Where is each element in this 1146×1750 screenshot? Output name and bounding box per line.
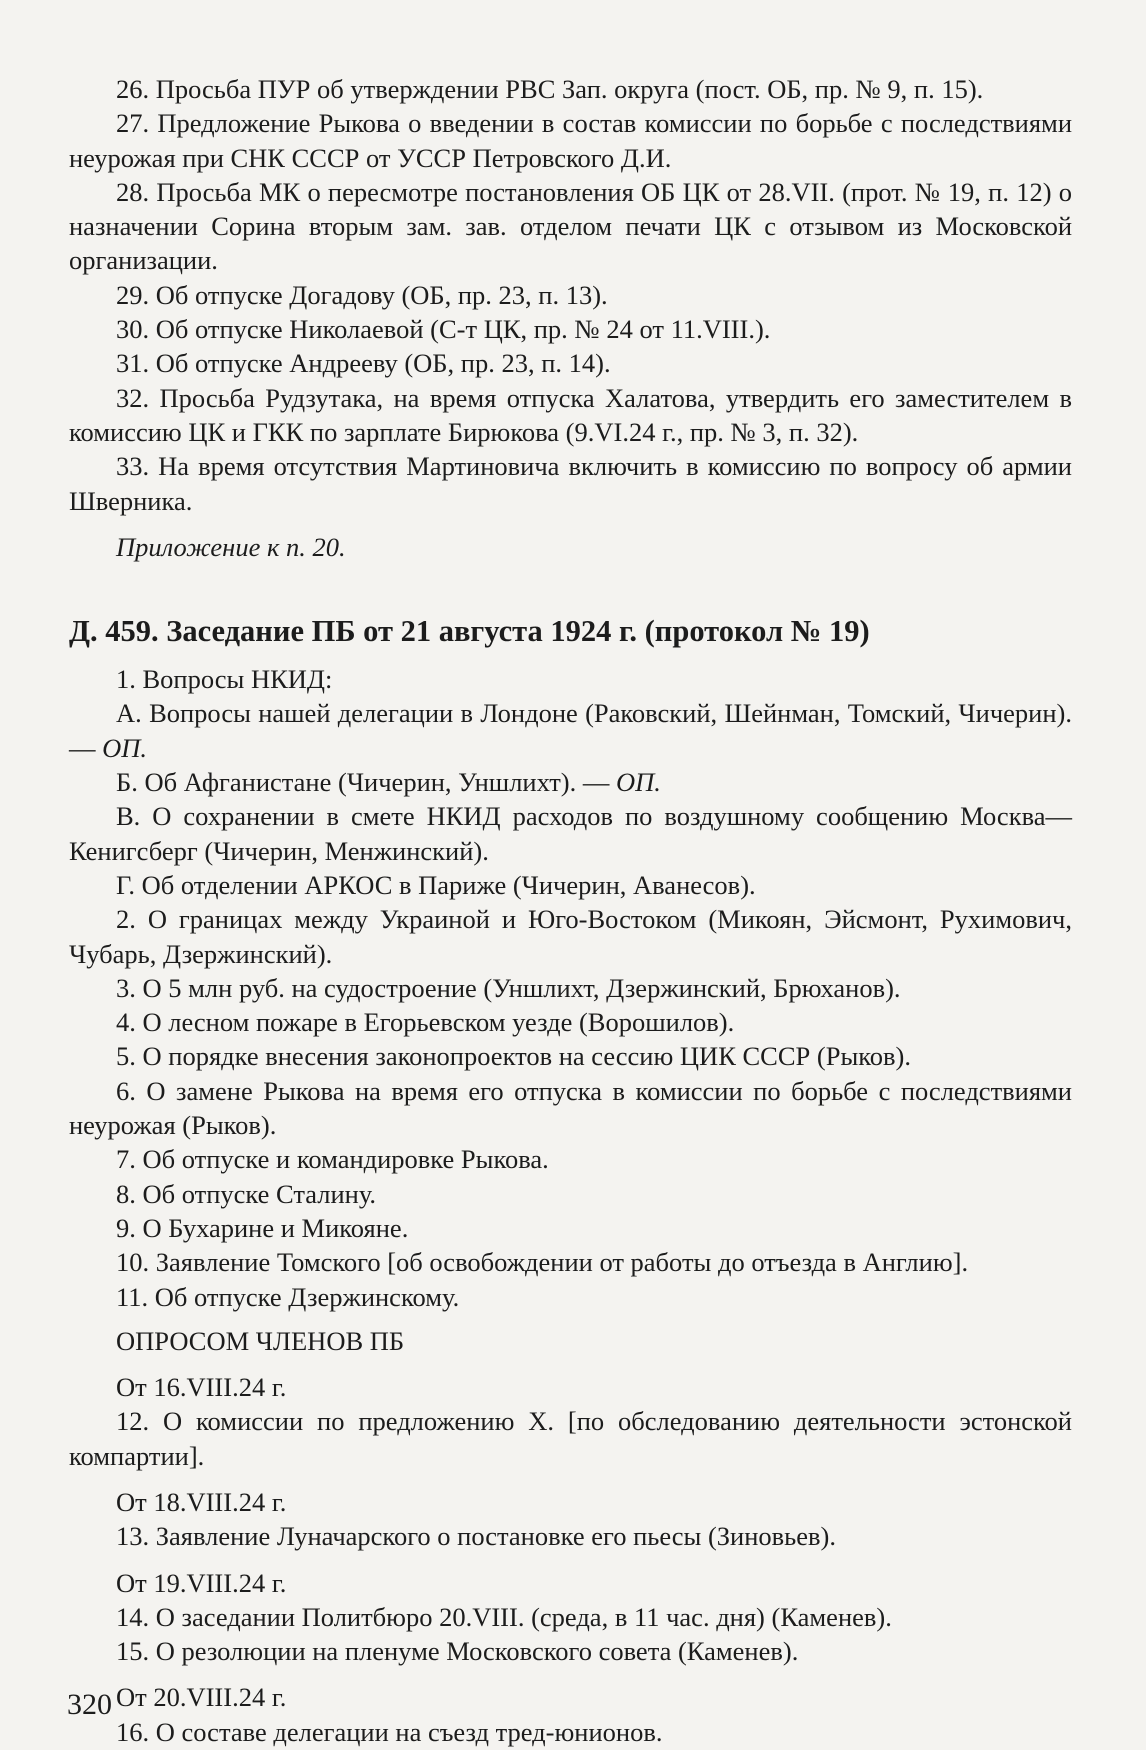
agenda-item-5: 5. О порядке внесения законопроектов на сессию ЦИК СССР (Рыков). — [116, 1041, 911, 1072]
agenda-item-12: 12. О комиссии по предложению Х. [по обследованию деятельности эстонской компартии]. — [69, 1406, 1072, 1471]
item-26: 26. Просьба ПУР об утверждении РВС Зап. округа (пост. ОБ, пр. № 9, п. 15). — [116, 74, 984, 104]
agenda-item-7: 7. Об отпуске и командировке Рыкова. — [116, 1144, 549, 1175]
appendix-note: Приложение к п. 20. — [116, 531, 346, 562]
agenda-item-14: 14. О заседании Политбюро 20.VIII. (среда, в 11 час. дня) (Каменев). — [116, 1601, 892, 1632]
agenda-item-6: 6. О замене Рыкова на время его отпуска в комиссии по борьбе с последствиями неурожая (Рыков). — [69, 1075, 1072, 1141]
agenda-item-3: 3. О 5 млн руб. на судостроение (Уншлихт, Дзержинский, Брюханов). — [116, 972, 901, 1003]
item-30: 30. Об отпуске Николаевой (С-т ЦК, пр. № 24 от 11.VIII.). — [116, 314, 771, 345]
poll-date-20: От 20.VIII.24 г. — [116, 1682, 287, 1713]
agenda-item-8: 8. Об отпуске Сталину. — [116, 1178, 377, 1209]
agenda-item-10: 10. Заявление Томского [об освобождении от работы до отъезда в Англию]. — [116, 1247, 969, 1278]
agenda-item-1: 1. Вопросы НКИД: — [116, 664, 333, 695]
item-33: 33. На время отсутствия Мартиновича включить в комиссию по вопросу об армии Шверника. — [69, 451, 1072, 516]
agenda-item-16: 16. О составе делегации на съезд тред-юнионов. — [116, 1716, 663, 1747]
agenda-item-9: 9. О Бухарине и Микояне. — [116, 1212, 409, 1243]
item-32: 32. Просьба Рудзутака, на время отпуска Халатова, утвердить его заместителем в комиссию ЦК и ГКК по зарплате Бирюкова (9.VI.24 г., пр. № 3, п. 32). — [69, 382, 1072, 447]
agenda-item-4: 4. О лесном пожаре в Егорьевском уезде (Ворошилов). — [116, 1007, 735, 1038]
agenda-item-15: 15. О резолюции на пленуме Московского совета (Каменев). — [116, 1636, 799, 1667]
poll-heading: ОПРОСОМ ЧЛЕНОВ ПБ — [116, 1325, 405, 1356]
agenda-item-13: 13. Заявление Луначарского о постановке его пьесы (Зиновьев). — [116, 1521, 836, 1552]
agenda-item-1a: А. Вопросы нашей делегации в Лондоне (Раковский, Шейнман, Томский, Чичерин). — ОП. — [69, 698, 1072, 763]
poll-date-16: От 16.VIII.24 г. — [116, 1372, 287, 1403]
agenda-item-1b: Б. Об Афганистане (Чичерин, Уншлихт). — ОП. — [116, 767, 661, 798]
item-29: 29. Об отпуске Догадову (ОБ, пр. 23, п. 13). — [116, 279, 608, 310]
item-27: 27. Предложение Рыкова о введении в состав комиссии по борьбе с последствиями неурожая при СНК СССР от УССР Петровского Д.И. — [69, 108, 1072, 173]
item-31: 31. Об отпуске Андрееву (ОБ, пр. 23, п. 14). — [116, 348, 611, 379]
item-28: 28. Просьба МК о пересмотре постановления ОБ ЦК от 28.VII. (прот. № 19, п. 12) о назначении Сорина вторым зам. зав. отделом печати ЦК с отзывом из Московской организации. — [69, 176, 1072, 276]
poll-date-19: От 19.VIII.24 г. — [116, 1567, 287, 1598]
agenda-item-1g: Г. Об отделении АРКОС в Париже (Чичерин, Аванесов). — [116, 869, 756, 900]
poll-date-18: От 18.VIII.24 г. — [116, 1486, 287, 1517]
text-column — [69, 72, 1072, 1749]
agenda-item-2: 2. О границах между Украиной и Юго-Востоком (Микоян, Эйсмонт, Рухимович, Чубарь, Дзержинский). — [69, 904, 1072, 969]
agenda-item-1v: В. О сохранении в смете НКИД расходов по воздушному сообщению Москва—Кенигсберг (Чичерин, Менжинский). — [69, 801, 1072, 866]
page-number: 320 — [67, 1688, 112, 1721]
agenda-item-11: 11. Об отпуске Дзержинскому. — [116, 1281, 460, 1312]
document-heading: Д. 459. Заседание ПБ от 21 августа 1924 г. (протокол № 19) — [69, 614, 870, 649]
